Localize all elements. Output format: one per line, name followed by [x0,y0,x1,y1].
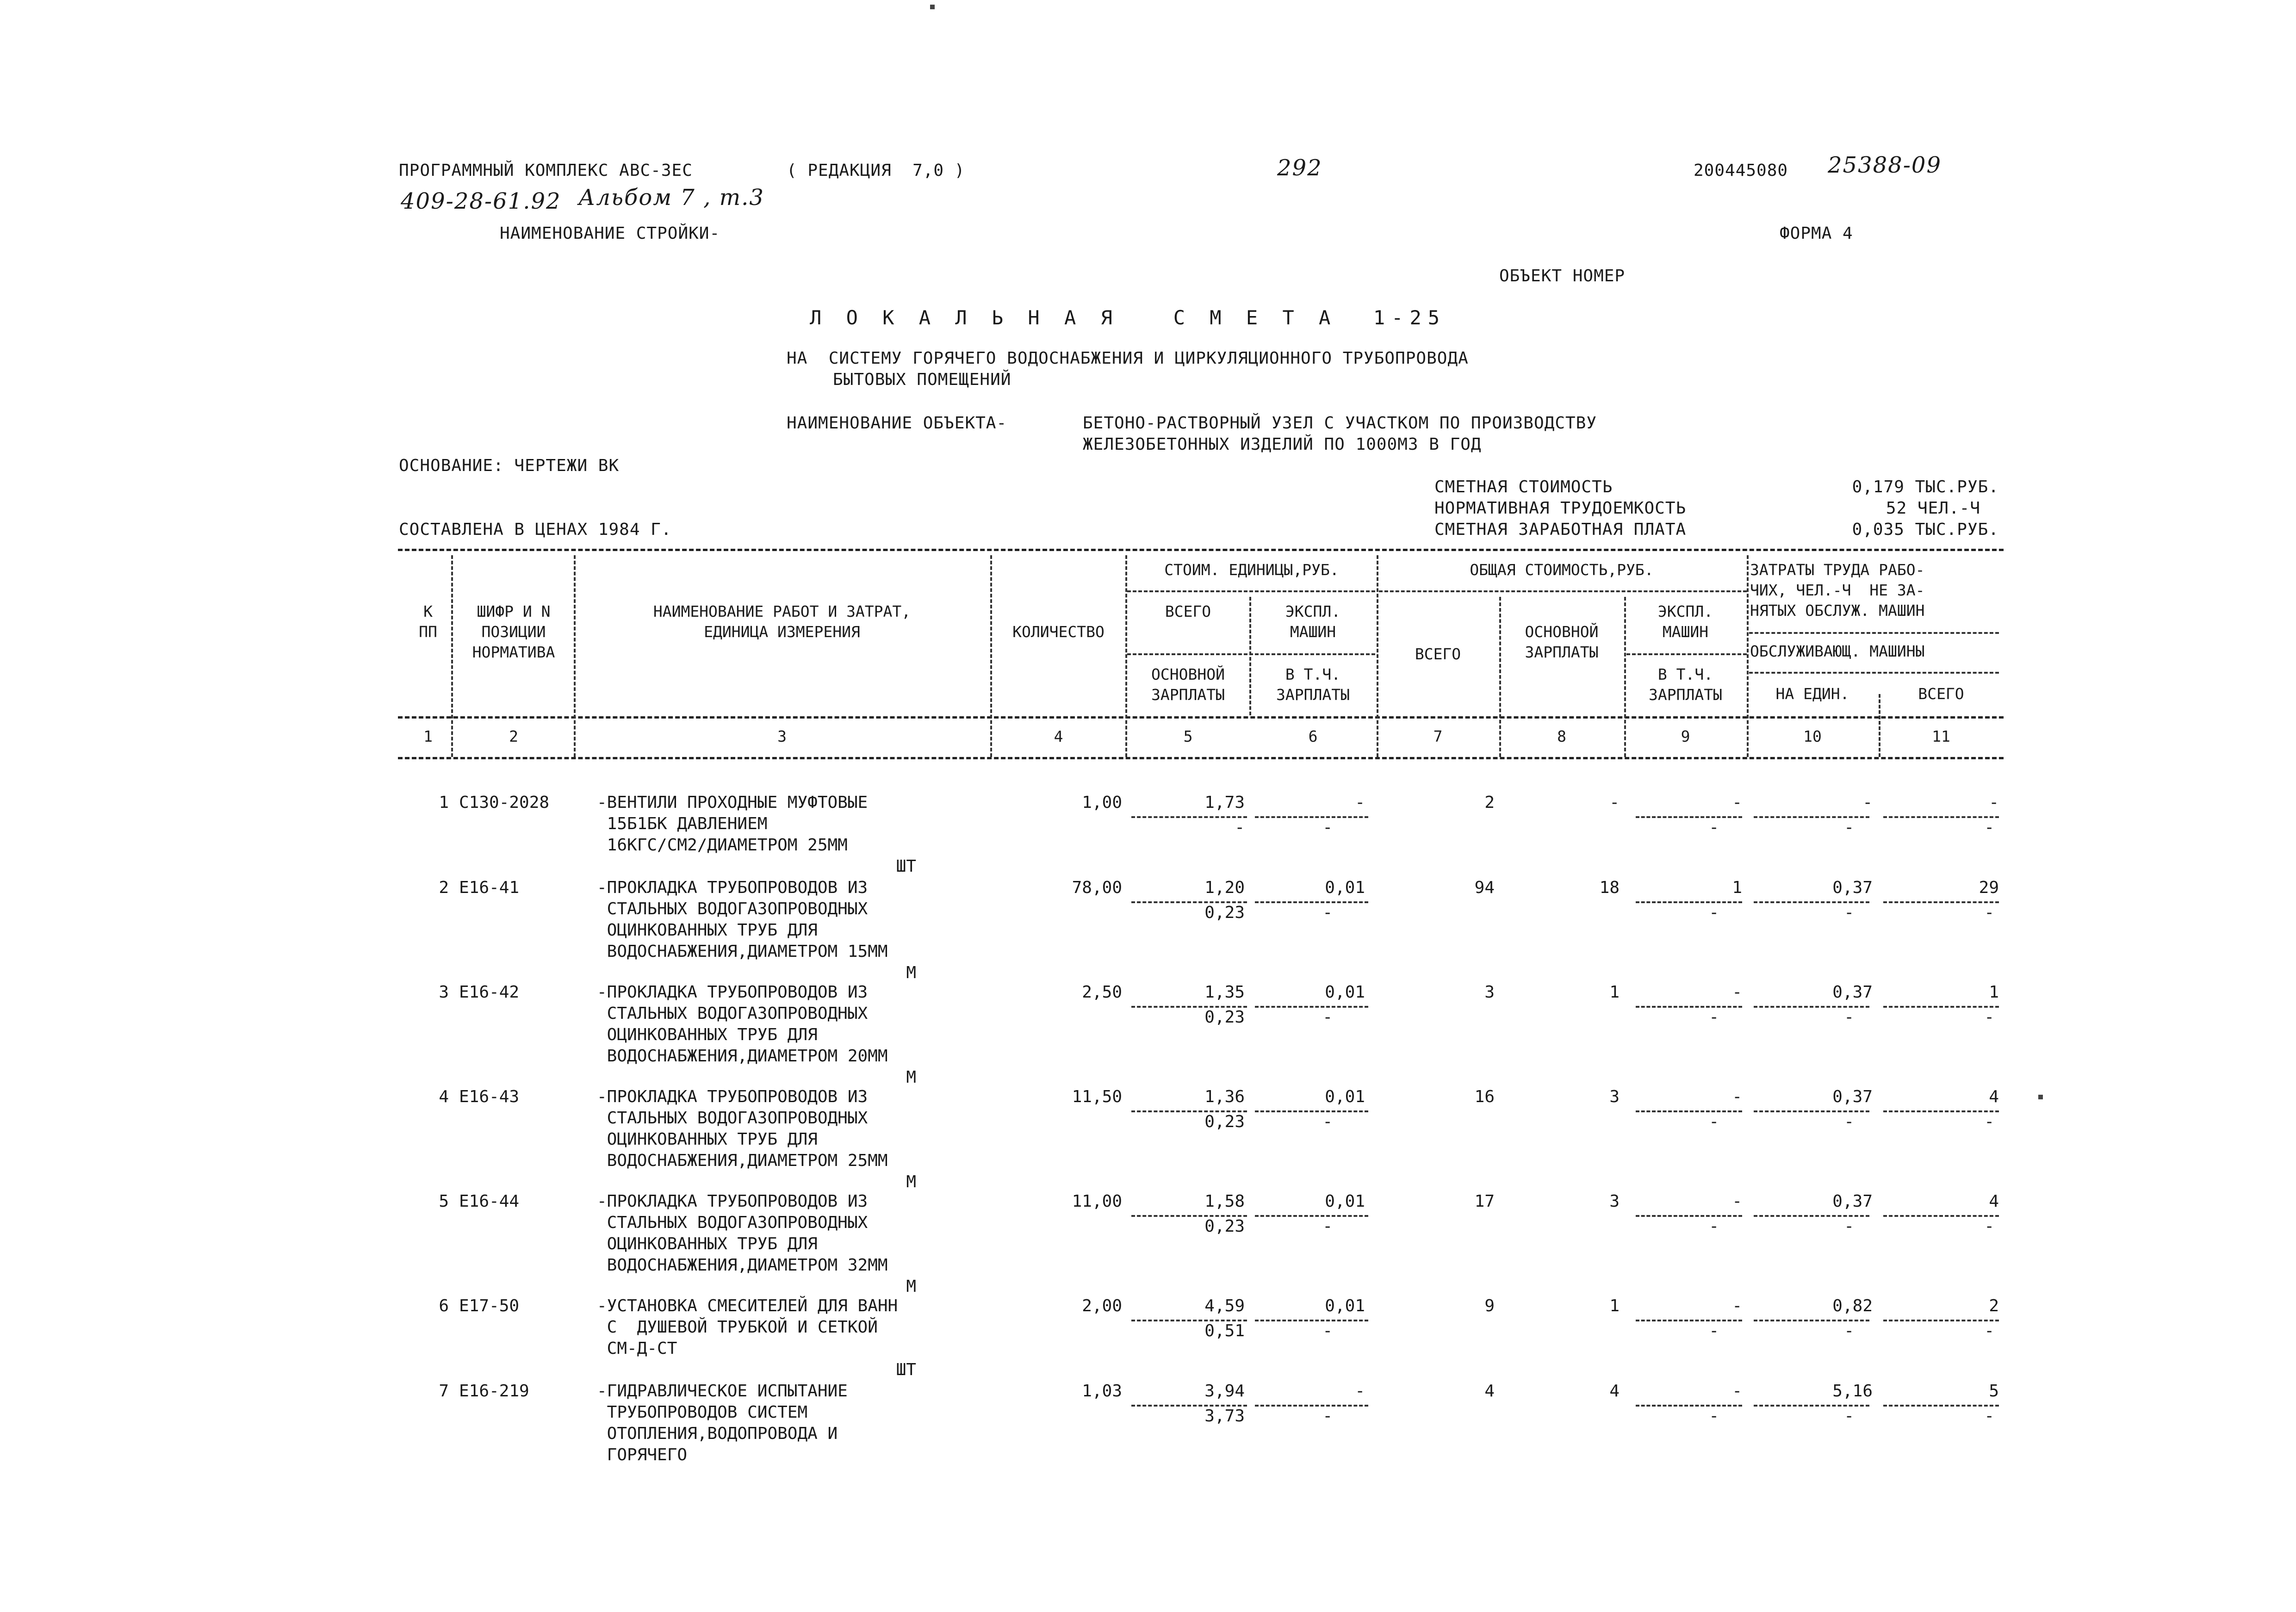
summary-wage-label: СМЕТНАЯ ЗАРАБОТНАЯ ПЛАТА [1434,520,1687,539]
edition: ( РЕДАКЦИЯ 7,0 ) [787,161,965,180]
row-labor-unit: 0,37 [1832,1087,1873,1106]
row-unit-incl: - [1322,1217,1333,1236]
header-sub-rule [1626,653,1747,655]
col-divider [1499,597,1501,757]
row-unit-total: 4,59 [1204,1296,1245,1315]
row-total-machines: - [1732,1296,1742,1315]
col-header-labor-machines: ОБСЛУЖИВАЮЩ. МАШИНЫ [1750,642,1925,660]
row-labor-unit: 0,37 [1832,1192,1873,1211]
col-header-name: НАИМЕНОВАНИЕ РАБОТ И ЗАТРАТ, ЕДИНИЦА ИЗМЕРЕНИЯ [653,602,911,641]
row-unit-machines: - [1355,793,1365,812]
row-total-wage: 4 [1609,1382,1620,1401]
col-number: 9 [1681,727,1690,745]
row-name: -ПРОКЛАДКА ТРУБОПРОВОДОВ ИЗ СТАЛЬНЫХ ВОДОГАЗОПРОВОДНЫХ ОЦИНКОВАННЫХ ТРУБ ДЛЯ ВОДОСНАБЖЕНИЯ,ДИАМЕТРОМ 25ММ [597,1087,888,1170]
row-total-incl: - [1709,1407,1719,1426]
row-name: -ПРОКЛАДКА ТРУБОПРОВОДОВ ИЗ СТАЛЬНЫХ ВОДОГАЗОПРОВОДНЫХ ОЦИНКОВАННЫХ ТРУБ ДЛЯ ВОДОСНАБЖЕНИЯ,ДИАМЕТРОМ 20ММ [597,983,888,1066]
row-code: С130-2028 [459,793,550,812]
row-code: Е16-44 [459,1192,520,1211]
col-number: 3 [777,727,787,745]
row-number: 4 [439,1087,449,1106]
row-labor-total: 2 [1989,1296,1999,1315]
row-total-incl: - [1709,903,1719,922]
row-total-machines: - [1732,1087,1742,1106]
row-number: 6 [439,1296,449,1315]
row-unit-total: 3,94 [1204,1382,1245,1401]
row-unit-total: 1,35 [1204,983,1245,1002]
col-header-unit-cost: СТОИМ. ЕДИНИЦЫ,РУБ. [1164,561,1339,579]
row-total-incl: - [1709,1217,1719,1236]
row-unit-machines: 0,01 [1325,983,1365,1002]
table-numbers-rule [398,757,2004,759]
row-total-wage: 1 [1609,983,1620,1002]
row-unit-machines: 0,01 [1325,878,1365,897]
col-divider [1125,555,1127,757]
row-labor-unit: 5,16 [1832,1382,1873,1401]
row-labor-total: - [1989,793,1999,812]
col-divider [1377,555,1378,757]
row-labor-total: 29 [1979,878,1999,897]
header-sub-rule [1379,590,1747,592]
row-unit-wage: 0,23 [1204,903,1245,922]
row-total-wage: 3 [1609,1087,1620,1106]
row-total: 16 [1474,1087,1495,1106]
row-name: -ПРОКЛАДКА ТРУБОПРОВОДОВ ИЗ СТАЛЬНЫХ ВОДОГАЗОПРОВОДНЫХ ОЦИНКОВАННЫХ ТРУБ ДЛЯ ВОДОСНАБЖЕНИЯ,ДИАМЕТРОМ 15ММ [597,878,888,961]
page-number: 292 [1277,155,1322,181]
row-total-incl: - [1709,1008,1719,1027]
row-unit-incl: - [1322,903,1333,922]
program-name: ПРОГРАММНЫЙ КОМПЛЕКС АВС-3ЕС [399,161,693,180]
table-top-rule [398,549,2004,551]
summary-cost-label: СМЕТНАЯ СТОИМОСТЬ [1434,477,1613,496]
row-labor-total-mach: - [1984,1008,1994,1027]
row-labor-unit: 0,37 [1832,983,1873,1002]
object-name-line2: ЖЕЛЕЗОБЕТОННЫХ ИЗДЕЛИЙ ПО 1000М3 В ГОД [1083,435,1482,454]
row-name: -ГИДРАВЛИЧЕСКОЕ ИСПЫТАНИЕ ТРУБОПРОВОДОВ СИСТЕМ ОТОПЛЕНИЯ,ВОДОПРОВОДА И ГОРЯЧЕГО [597,1382,848,1464]
object-name-line1: БЕТОНО-РАСТВОРНЫЙ УЗЕЛ С УЧАСТКОМ ПО ПРОИЗВОДСТВУ [1083,414,1597,433]
basis: ОСНОВАНИЕ: ЧЕРТЕЖИ ВК [399,456,620,475]
col-header-total-machines: ЭКСПЛ. МАШИН [1657,602,1713,641]
summary-labor-label: НОРМАТИВНАЯ ТРУДОЕМКОСТЬ [1434,499,1687,518]
row-unit: М [906,963,916,982]
row-total: 2 [1484,793,1495,812]
row-labor-total-mach: - [1984,818,1994,837]
row-total-machines: - [1732,793,1742,812]
row-unit-total: 1,73 [1204,793,1245,812]
row-total: 4 [1484,1382,1495,1401]
row-code: Е16-42 [459,983,520,1002]
col-number: 6 [1308,727,1318,745]
col-header-total-cost: ОБЩАЯ СТОИМОСТЬ,РУБ. [1470,561,1654,579]
row-labor-unit-mach: - [1844,1407,1854,1426]
row-unit-incl: - [1322,1407,1333,1426]
row-labor-total-mach: - [1984,1112,1994,1131]
row-unit: М [906,1172,916,1191]
row-unit-total: 1,36 [1204,1087,1245,1106]
col-number: 10 [1803,727,1822,745]
row-unit: ШТ [896,1360,916,1379]
row-unit-machines: 0,01 [1325,1296,1365,1315]
col-divider [990,555,992,757]
row-labor-unit: 0,82 [1832,1296,1873,1315]
row-unit-wage: 0,23 [1204,1112,1245,1131]
row-labor-total: 5 [1989,1382,1999,1401]
col-header-unit-total: ВСЕГО [1165,602,1211,620]
col-divider [1249,597,1251,715]
price-level: СОСТАВЛЕНА В ЦЕНАХ 1984 Г. [399,520,672,539]
col-header-unit-incl: В Т.Ч. ЗАРПЛАТЫ [1276,665,1350,704]
row-labor-total: 1 [1989,983,1999,1002]
row-unit-incl: - [1322,1008,1333,1027]
row-total-machines: - [1732,983,1742,1002]
row-unit-wage: 0,23 [1204,1217,1245,1236]
row-total-machines: - [1732,1382,1742,1401]
row-unit-incl: - [1322,1112,1333,1131]
row-quantity: 2,50 [1082,983,1122,1002]
header-sub-rule [1127,653,1375,655]
row-total-machines: - [1732,1192,1742,1211]
construction-name-label: НАИМЕНОВАНИЕ СТРОЙКИ- [500,224,720,243]
col-number: 5 [1183,727,1193,745]
row-total: 17 [1474,1192,1495,1211]
row-unit-incl: - [1322,818,1333,837]
album-label: Альбом 7 , т.3 [578,185,764,211]
row-labor-unit-mach: - [1844,1008,1854,1027]
col-header-total-wage: ОСНОВНОЙ ЗАРПЛАТЫ [1525,623,1599,661]
row-labor-total-mach: - [1984,903,1994,922]
row-total: 3 [1484,983,1495,1002]
estimate-subject-line1: НА СИСТЕМУ ГОРЯЧЕГО ВОДОСНАБЖЕНИЯ И ЦИРКУЛЯЦИОННОГО ТРУБОПРОВОДА [787,349,1469,368]
row-total: 94 [1474,878,1495,897]
row-code: Е16-43 [459,1087,520,1106]
row-number: 1 [439,793,449,812]
row-unit-wage: 0,51 [1204,1321,1245,1340]
form-label: ФОРМА 4 [1780,224,1853,243]
col-header-labor-total: ВСЕГО [1918,685,1964,703]
row-unit-machines: 0,01 [1325,1192,1365,1211]
table-header-rule [398,716,2004,719]
col-header-labor: ЗАТРАТЫ ТРУДА РАБО- ЧИХ, ЧЕЛ.-Ч НЕ ЗА- НЯТЫХ ОБСЛУЖ. МАШИН [1750,561,1925,620]
col-header-labor-unit: НА ЕДИН. [1775,685,1849,703]
row-labor-total-mach: - [1984,1407,1994,1426]
scan-mark [2038,1095,2043,1099]
object-name-label: НАИМЕНОВАНИЕ ОБЪЕКТА- [787,414,1007,433]
col-header-total-all: ВСЕГО [1415,645,1461,663]
col-header-unit-machines: ЭКСПЛ. МАШИН [1285,602,1341,641]
row-name: -УСТАНОВКА СМЕСИТЕЛЕЙ ДЛЯ ВАНН С ДУШЕВОЙ ТРУБКОЙ И СЕТКОЙ СМ-Д-СТ [597,1296,898,1358]
row-unit-machines: - [1355,1382,1365,1401]
row-labor-unit-mach: - [1844,1321,1854,1340]
row-quantity: 1,03 [1082,1382,1122,1401]
col-divider [574,555,576,757]
row-quantity: 2,00 [1082,1296,1122,1315]
col-header-number: К ПП [419,602,437,641]
row-total-incl: - [1709,818,1719,837]
row-labor-total-mach: - [1984,1321,1994,1340]
col-number: 7 [1433,727,1443,745]
row-labor-unit-mach: - [1844,1112,1854,1131]
row-total-wage: - [1609,793,1620,812]
row-unit-total: 1,20 [1204,878,1245,897]
row-labor-unit: 0,37 [1832,878,1873,897]
row-total-wage: 18 [1599,878,1620,897]
row-name: -ПРОКЛАДКА ТРУБОПРОВОДОВ ИЗ СТАЛЬНЫХ ВОДОГАЗОПРОВОДНЫХ ОЦИНКОВАННЫХ ТРУБ ДЛЯ ВОДОСНАБЖЕНИЯ,ДИАМЕТРОМ 32ММ [597,1192,888,1275]
row-number: 2 [439,878,449,897]
col-divider [1624,597,1626,757]
row-code: Е17-50 [459,1296,520,1315]
col-divider [1879,694,1880,757]
row-labor-unit-mach: - [1844,818,1854,837]
col-divider [1747,555,1749,757]
row-unit-total: 1,58 [1204,1192,1245,1211]
row-unit: ШТ [896,857,916,876]
scan-mark [930,5,935,9]
col-number: 11 [1932,727,1950,745]
album-code: 409-28-61.92 [401,188,561,214]
row-unit: М [906,1277,916,1296]
col-header-quantity: КОЛИЧЕСТВО [1012,623,1105,641]
header-sub-rule [1749,672,1999,674]
row-quantity: 11,00 [1072,1192,1122,1211]
row-labor-unit-mach: - [1844,1217,1854,1236]
row-quantity: 11,50 [1072,1087,1122,1106]
row-total-machines: 1 [1732,878,1742,897]
row-unit-wage: 3,73 [1204,1407,1245,1426]
col-number: 2 [509,727,518,745]
row-total-wage: 3 [1609,1192,1620,1211]
doc-code-handwritten: 25388-09 [1828,152,1942,178]
row-labor-unit: - [1862,793,1873,812]
row-number: 5 [439,1192,449,1211]
header-sub-rule [1127,590,1375,592]
row-unit: М [906,1068,916,1087]
row-total: 9 [1484,1296,1495,1315]
row-number: 3 [439,983,449,1002]
col-header-total-incl: В Т.Ч. ЗАРПЛАТЫ [1649,665,1722,704]
row-code: Е16-219 [459,1382,529,1401]
row-number: 7 [439,1382,449,1401]
row-unit-wage: 0,23 [1204,1008,1245,1027]
summary-labor-value: 52 ЧЕЛ.-Ч [1886,499,1980,518]
col-header-unit-wage: ОСНОВНОЙ ЗАРПЛАТЫ [1151,665,1225,704]
row-quantity: 78,00 [1072,878,1122,897]
estimate-subject-line2: БЫТОВЫХ ПОМЕЩЕНИЙ [833,370,1011,389]
row-labor-unit-mach: - [1844,903,1854,922]
object-number-label: ОБЪЕКТ НОМЕР [1499,267,1626,285]
col-header-code: ШИФР И N ПОЗИЦИИ НОРМАТИВА [472,602,555,661]
row-name: -ВЕНТИЛИ ПРОХОДНЫЕ МУФТОВЫЕ 15Б1БК ДАВЛЕНИЕМ 16КГС/СМ2/ДИАМЕТРОМ 25ММ [597,793,868,855]
row-unit-wage: - [1235,818,1245,837]
row-labor-total: 4 [1989,1087,1999,1106]
row-unit-incl: - [1322,1321,1333,1340]
col-number: 8 [1557,727,1566,745]
row-unit-machines: 0,01 [1325,1087,1365,1106]
summary-cost-value: 0,179 ТЫС.РУБ. [1852,477,1999,496]
col-number: 4 [1054,727,1063,745]
doc-code: 200445080 [1694,161,1788,180]
row-total-wage: 1 [1609,1296,1620,1315]
header-sub-rule [1749,632,1999,634]
row-labor-total-mach: - [1984,1217,1994,1236]
col-divider [451,555,453,757]
estimate-title: Л О К А Л Ь Н А Я С М Е Т А 1-25 [810,306,1446,329]
row-code: Е16-41 [459,878,520,897]
row-total-incl: - [1709,1321,1719,1340]
summary-wage-value: 0,035 ТЫС.РУБ. [1852,520,1999,539]
row-total-incl: - [1709,1112,1719,1131]
row-labor-total: 4 [1989,1192,1999,1211]
row-quantity: 1,00 [1082,793,1122,812]
col-number: 1 [423,727,433,745]
